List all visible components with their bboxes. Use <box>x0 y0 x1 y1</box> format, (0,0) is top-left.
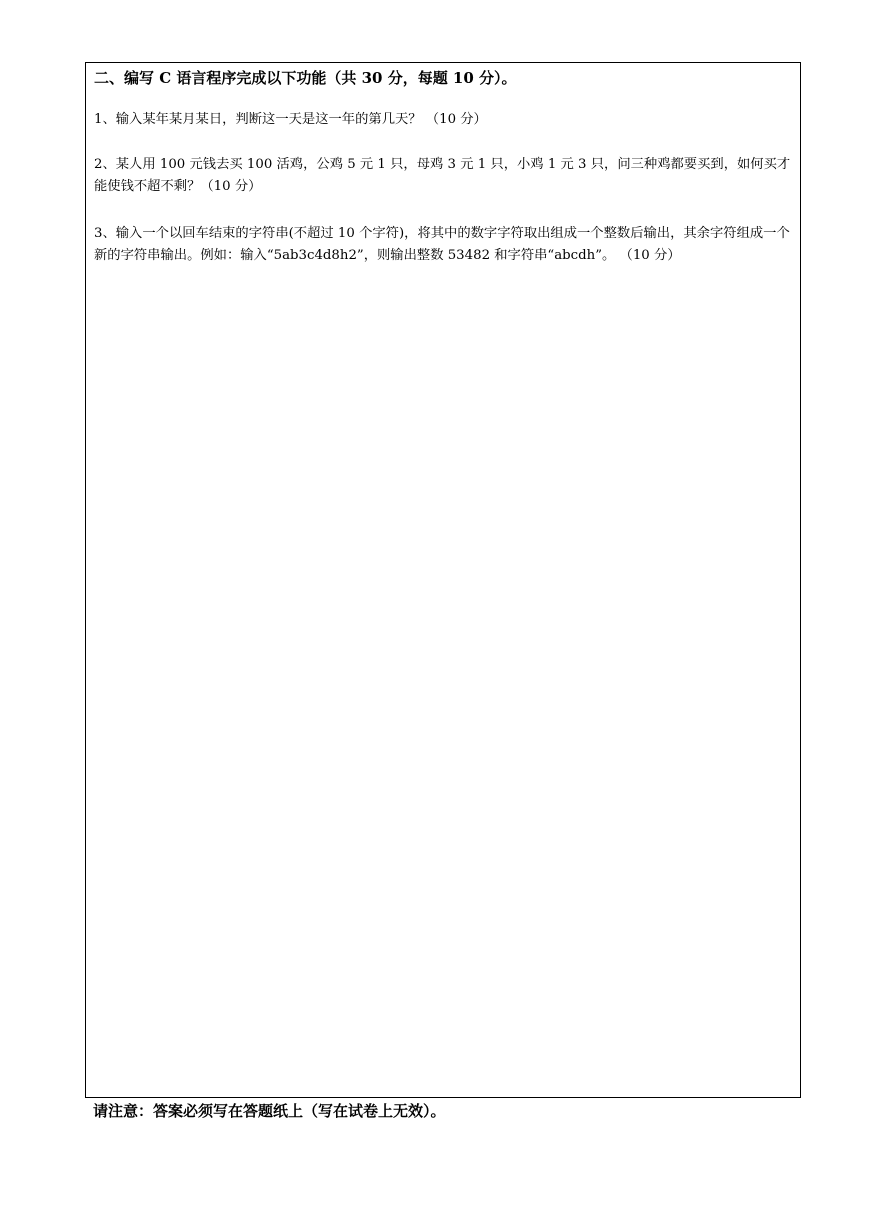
section-heading: 二、编写 C 语言程序完成以下功能（共 30 分，每题 10 分）。 <box>94 69 517 87</box>
exam-question-box <box>85 62 801 1098</box>
question-3: 3、输入一个以回车结束的字符串(不超过 10 个字符)，将其中的数字字符取出组成一个整数后输出，其余字符组成一个新的字符串输出。例如：输入“5ab3c4d8h2”，则输出整数 53482 和字符串“abcdh”。 （10 分） <box>94 226 790 263</box>
question-1: 1、输入某年某月某日，判断这一天是这一年的第几天？ （10 分） <box>94 112 487 127</box>
answer-notice: 请注意：答案必须写在答题纸上（写在试卷上无效）。 <box>93 1102 446 1120</box>
question-2: 2、某人用 100 元钱去买 100 活鸡，公鸡 5 元 1 只，母鸡 3 元 1 只，小鸡 1 元 3 只，问三种鸡都要买到，如何买才能使钱不超不剩？（10 分） <box>94 157 791 194</box>
